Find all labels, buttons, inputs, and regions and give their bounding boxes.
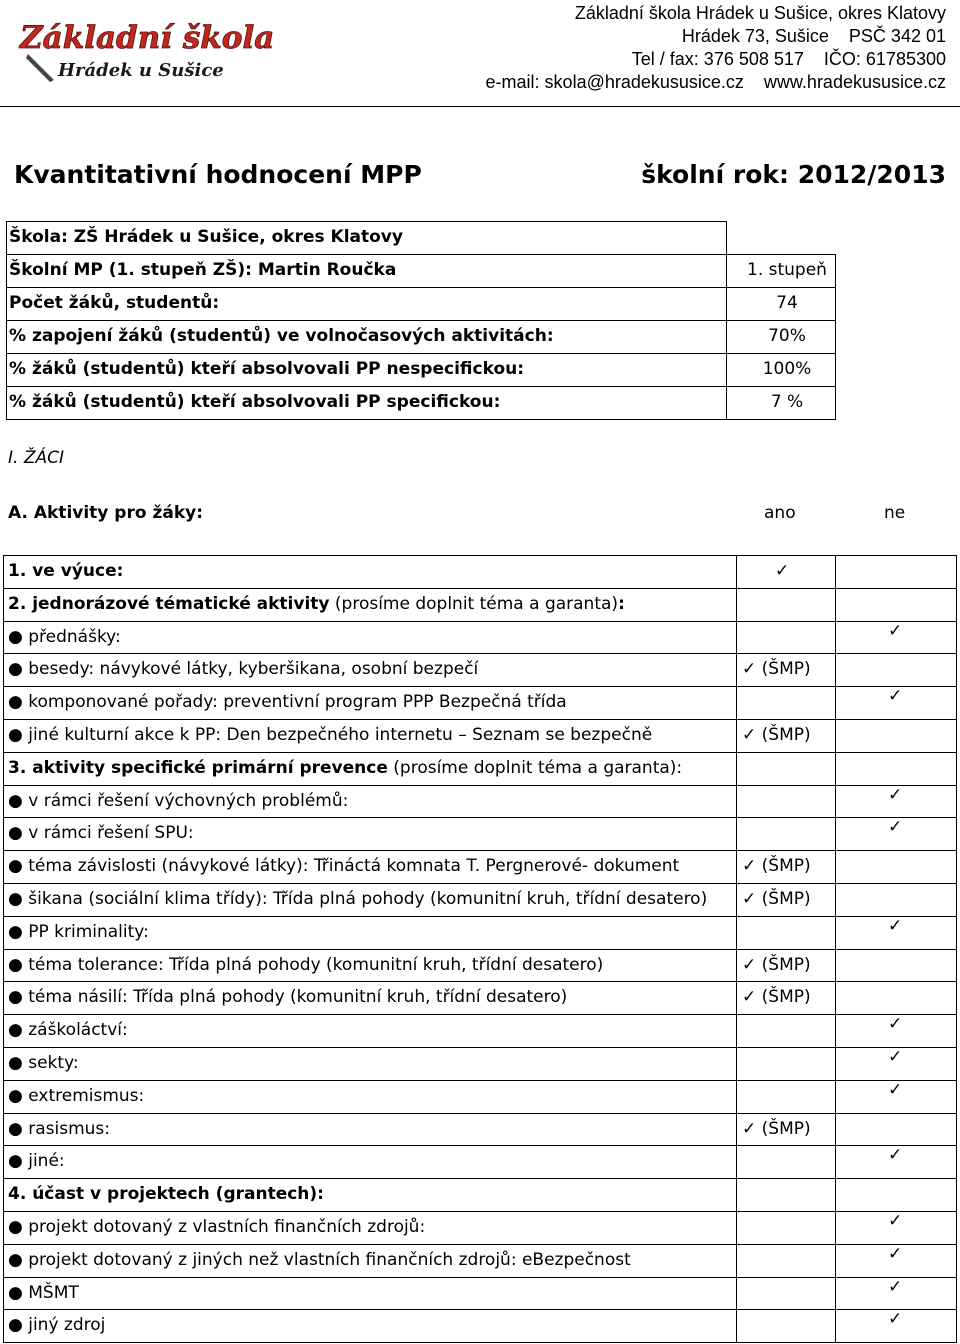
activity-row-text: ● projekt dotovaný z vlastních finančních zdrojů: bbox=[8, 1217, 426, 1237]
activity-row-text: ● téma násilí: Třída plná pohody (komunitní kruh, třídní desatero) bbox=[8, 987, 568, 1007]
check-yes-mark: ✓ (ŠMP) bbox=[742, 889, 811, 909]
info-value: 74 bbox=[776, 293, 798, 313]
activity-row-text: ● téma závislosti (návykové látky): Třináctá komnata T. Pergnerové- dokument bbox=[8, 856, 680, 876]
activity-row-text: ● přednášky: bbox=[8, 627, 121, 647]
check-no-mark: ✓ bbox=[888, 686, 903, 706]
check-yes-mark: ✓ (ŠMP) bbox=[742, 1119, 811, 1139]
table-gridline bbox=[3, 1113, 957, 1114]
activity-row-label bbox=[8, 1086, 144, 1106]
activity-row-text: ● záškoláctví: bbox=[8, 1020, 128, 1040]
info-label: Škola: ZŠ Hrádek u Sušice, okres Klatovy bbox=[9, 227, 403, 247]
check-no-mark: ✓ bbox=[888, 916, 903, 936]
column-yes-header: ano bbox=[764, 503, 796, 523]
activity-row-text: (prosíme doplnit téma a garanta) bbox=[329, 594, 619, 614]
activity-row-text: ● projekt dotovaný z jiných než vlastních finančních zdrojů: eBezpečnost bbox=[8, 1250, 631, 1270]
activity-row-label bbox=[8, 922, 149, 942]
table-gridline bbox=[3, 686, 957, 687]
table-gridline bbox=[3, 621, 957, 622]
activity-row-label bbox=[8, 1119, 110, 1139]
activity-row-label bbox=[8, 1151, 65, 1171]
check-yes-mark: ✓ (ŠMP) bbox=[742, 725, 811, 745]
activity-row-label bbox=[8, 955, 603, 975]
address-line-4: e-mail: skola@hradekususice.cz www.hradekususice.cz bbox=[485, 72, 946, 92]
address-line-2: Hrádek 73, Sušice PSČ 342 01 bbox=[681, 26, 946, 46]
table-gridline bbox=[3, 1277, 957, 1278]
activity-row-text: (prosíme doplnit téma a garanta): bbox=[387, 758, 683, 778]
activity-row-text: ● sekty: bbox=[8, 1053, 79, 1073]
table-gridline bbox=[3, 916, 957, 917]
activity-row-label bbox=[8, 856, 679, 876]
check-no-mark: ✓ bbox=[888, 817, 903, 837]
activity-row-label bbox=[8, 1020, 128, 1040]
activity-row-text: ● šikana (sociální klima třídy): Třída plná pohody (komunitní kruh, třídní desatero) bbox=[8, 889, 708, 909]
activity-row-text: ● PP kriminality: bbox=[8, 922, 149, 942]
activity-row-label bbox=[8, 1315, 105, 1335]
info-value: 1. stupeň bbox=[747, 260, 827, 280]
activity-row-text: ● komponované pořady: preventivní program PPP Bezpečná třída bbox=[8, 692, 567, 712]
table-gridline bbox=[3, 1080, 957, 1081]
section-title: I. ŽÁCI bbox=[8, 448, 64, 468]
activity-row-text: ● MŠMT bbox=[8, 1283, 79, 1303]
activity-row-label bbox=[8, 791, 348, 811]
check-no-mark: ✓ bbox=[888, 1014, 903, 1034]
column-no-header: ne bbox=[884, 503, 906, 523]
info-label: % žáků (studentů) kteří absolvovali PP specifickou: bbox=[9, 392, 501, 412]
activity-row-text: ● jiný zdroj bbox=[8, 1315, 106, 1335]
info-label: Školní MP (1. stupeň ZŠ): Martin Roučka bbox=[9, 260, 397, 280]
info-label: % žáků (studentů) kteří absolvovali PP nespecifickou: bbox=[9, 359, 525, 379]
school-year: školní rok: 2012/2013 bbox=[641, 160, 946, 189]
table-gridline bbox=[3, 752, 957, 753]
activity-row-label bbox=[8, 987, 567, 1007]
check-no-mark: ✓ bbox=[888, 1080, 903, 1100]
activity-row-text: ● rasismus: bbox=[8, 1119, 110, 1139]
info-label: % zapojení žáků (studentů) ve volnočasových aktivitách: bbox=[9, 326, 554, 346]
check-no-mark: ✓ bbox=[888, 785, 903, 805]
activity-row-label bbox=[8, 1053, 79, 1073]
table-gridline bbox=[736, 555, 737, 1342]
activity-row-label bbox=[8, 561, 123, 581]
address-line-1: Základní škola Hrádek u Sušice, okres Klatovy bbox=[574, 3, 946, 23]
activity-row-label bbox=[8, 1217, 425, 1237]
table-gridline bbox=[3, 1342, 957, 1343]
info-value: 7 % bbox=[770, 392, 804, 412]
activity-row-heading: 2. jednorázové tématické aktivity bbox=[8, 594, 330, 614]
table-gridline bbox=[3, 850, 957, 851]
check-no-mark: ✓ bbox=[888, 1047, 903, 1067]
activity-row-label bbox=[8, 1184, 324, 1204]
activity-row-label bbox=[8, 627, 121, 647]
check-no-mark: ✓ bbox=[888, 1145, 903, 1165]
header-divider bbox=[0, 106, 960, 107]
activity-row-heading: 4. účast v projektech (grantech): bbox=[8, 1184, 324, 1204]
check-no-mark: ✓ bbox=[888, 621, 903, 641]
table-gridline bbox=[3, 1145, 957, 1146]
table-gridline bbox=[3, 981, 957, 982]
activity-row-label bbox=[8, 1283, 79, 1303]
activity-row-heading: 3. aktivity specifické primární prevence bbox=[8, 758, 388, 778]
activity-row-text: ● jiné kulturní akce k PP: Den bezpečného internetu – Seznam se bezpečně bbox=[8, 725, 653, 745]
check-yes-mark: ✓ (ŠMP) bbox=[742, 987, 811, 1007]
table-gridline bbox=[956, 555, 957, 1342]
activity-row-label bbox=[8, 889, 707, 909]
activity-row-heading-tail: : bbox=[618, 594, 625, 614]
table-gridline bbox=[3, 1211, 957, 1212]
table-gridline bbox=[3, 1014, 957, 1015]
activity-row-label bbox=[8, 659, 478, 679]
check-yes-mark: ✓ bbox=[775, 561, 790, 581]
address-line-3: Tel / fax: 376 508 517 IČO: 61785300 bbox=[631, 49, 946, 69]
activity-row-text: ● besedy: návykové látky, kyberšikana, osobní bezpečí bbox=[8, 659, 479, 679]
table-gridline bbox=[3, 883, 957, 884]
activity-row-label bbox=[8, 823, 194, 843]
logo-line1: Základní škola bbox=[20, 20, 275, 56]
info-value: 100% bbox=[762, 359, 812, 379]
activity-row-label bbox=[8, 594, 625, 614]
check-no-mark: ✓ bbox=[888, 1309, 903, 1329]
table-gridline bbox=[3, 817, 957, 818]
info-label: Počet žáků, studentů: bbox=[9, 293, 220, 313]
table-gridline bbox=[3, 555, 4, 1342]
check-no-mark: ✓ bbox=[888, 1277, 903, 1297]
check-yes-mark: ✓ (ŠMP) bbox=[742, 955, 811, 975]
table-gridline bbox=[835, 555, 836, 1342]
table-gridline bbox=[3, 1244, 957, 1245]
activity-row-label bbox=[8, 725, 652, 745]
table-gridline bbox=[3, 1309, 957, 1310]
logo-line2: Hrádek u Sušice bbox=[58, 60, 224, 81]
pen-icon bbox=[26, 54, 54, 82]
page-title: Kvantitativní hodnocení MPP bbox=[14, 160, 422, 189]
info-value: 70% bbox=[768, 326, 806, 346]
table-gridline bbox=[3, 588, 957, 589]
table-gridline bbox=[3, 653, 957, 654]
table-gridline bbox=[3, 949, 957, 950]
activity-row-text: ● v rámci řešení výchovných problémů: bbox=[8, 791, 349, 811]
table-gridline bbox=[3, 719, 957, 720]
activity-row-text: ● jiné: bbox=[8, 1151, 65, 1171]
activity-row-text: ● extremismus: bbox=[8, 1086, 145, 1106]
table-gridline bbox=[3, 1047, 957, 1048]
school-logo bbox=[14, 8, 275, 88]
check-yes-mark: ✓ (ŠMP) bbox=[742, 659, 811, 679]
table-gridline bbox=[3, 1178, 957, 1179]
activity-row-text: ● v rámci řešení SPU: bbox=[8, 823, 194, 843]
activity-row-text: ● téma tolerance: Třída plná pohody (komunitní kruh, třídní desatero) bbox=[8, 955, 604, 975]
activity-row-label bbox=[8, 758, 682, 778]
activity-row-label bbox=[8, 692, 567, 712]
check-yes-mark: ✓ (ŠMP) bbox=[742, 856, 811, 876]
check-no-mark: ✓ bbox=[888, 1211, 903, 1231]
activity-row-label bbox=[8, 1250, 631, 1270]
table-gridline bbox=[3, 785, 957, 786]
table-gridline bbox=[3, 555, 957, 556]
activity-row-heading: 1. ve výuce: bbox=[8, 561, 124, 581]
check-no-mark: ✓ bbox=[888, 1244, 903, 1264]
activities-title: A. Aktivity pro žáky: bbox=[8, 503, 204, 523]
